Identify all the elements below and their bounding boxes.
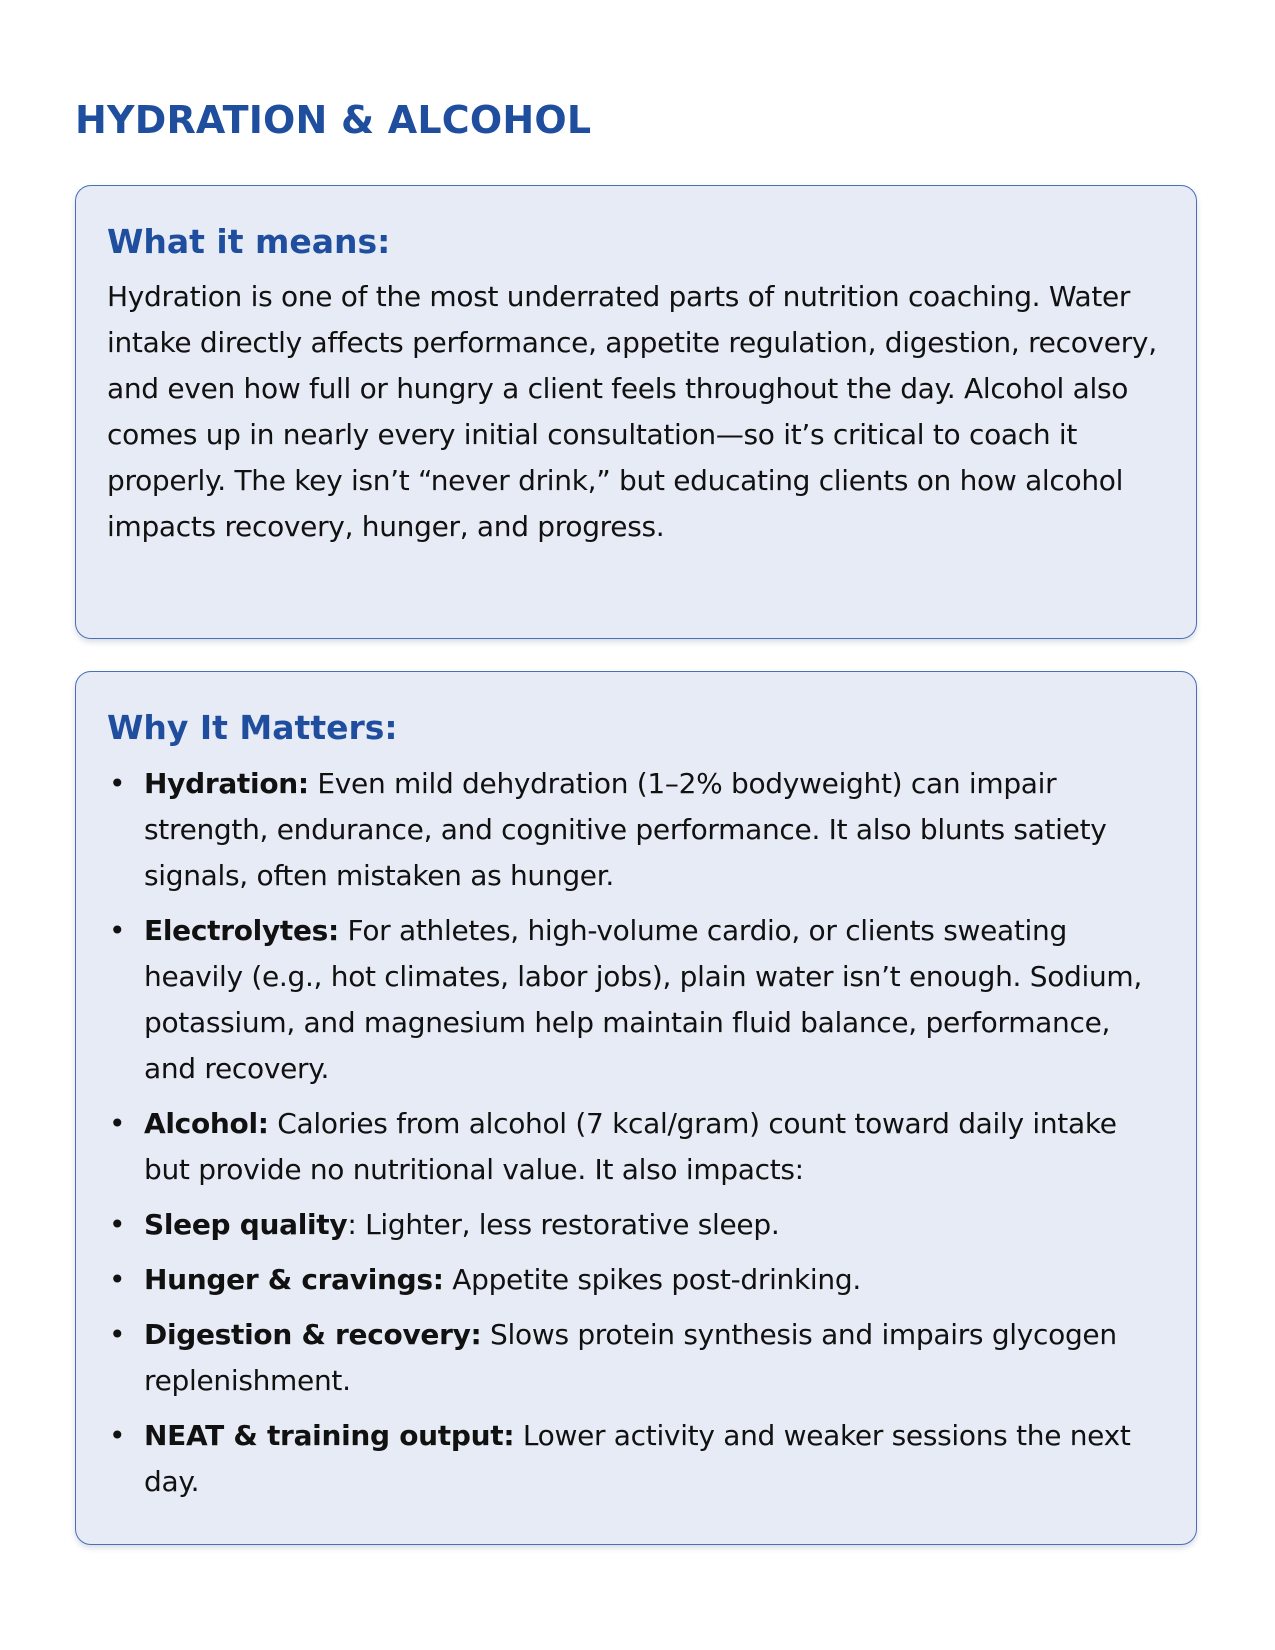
list-item-text: : Lighter, less restorative sleep. <box>347 1208 780 1241</box>
what-it-means-body: Hydration is one of the most underrated parts of nutrition coaching. Water intake directly affects performance, appetite regulation, digestion, recovery, and even how full or hungry a client feels throughout the day. Alcohol also comes up in nearly every initial consultation—so it’s critical to coach it properly. The key isn’t “never drink,” but educating clients on how alcohol impacts recovery, hunger, and progress. <box>107 280 1157 543</box>
bullet-icon: • <box>109 1419 126 1452</box>
bullet-icon: • <box>109 1208 126 1241</box>
list-item-label: NEAT & training output: <box>144 1419 515 1452</box>
list-item-label: Digestion & recovery: <box>144 1318 482 1351</box>
list-item-alcohol <box>107 1101 1166 1193</box>
list-item-text: Lower activity and weaker sessions the next day. <box>144 1419 1131 1498</box>
bullet-icon: • <box>109 1318 126 1351</box>
why-it-matters-heading: Why It Matters: <box>107 708 398 747</box>
list-item-text: Even mild dehydration (1–2% bodyweight) can impair strength, endurance, and cognitive performance. It also blunts satiety signals, often mistaken as hunger. <box>144 767 1107 892</box>
list-item-electrolytes <box>107 908 1166 1092</box>
why-it-matters-card <box>75 671 1197 1545</box>
list-item-text: For athletes, high-volume cardio, or clients sweating heavily (e.g., hot climates, labor jobs), plain water isn’t enough. Sodium, potassium, and magnesium help maintain fluid balance, performance, and recovery. <box>144 914 1142 1085</box>
list-item-text: Calories from alcohol (7 kcal/gram) count toward daily intake but provide no nutritional value. It also impacts: <box>144 1107 1117 1186</box>
bullet-icon: • <box>109 1107 126 1140</box>
list-item-label: Sleep quality <box>144 1208 348 1241</box>
list-item-text: Appetite spikes post-drinking. <box>443 1263 861 1296</box>
list-item-neat-training <box>107 1413 1166 1505</box>
list-item-text: Slows protein synthesis and impairs glycogen replenishment. <box>144 1318 1117 1397</box>
list-item-sleep-quality <box>107 1202 1166 1248</box>
what-it-means-heading: What it means: <box>107 222 391 261</box>
list-item-label: Alcohol: <box>144 1107 269 1140</box>
list-item-label: Hunger & cravings: <box>144 1263 444 1296</box>
list-item-hydration <box>107 761 1166 899</box>
list-item-label: Hydration: <box>144 767 309 800</box>
list-item-label: Electrolytes: <box>144 914 339 947</box>
list-item-digestion-recovery <box>107 1312 1166 1404</box>
bullet-icon: • <box>109 914 126 947</box>
bullet-icon: • <box>109 1263 126 1296</box>
why-it-matters-list <box>107 761 1166 1505</box>
page-title: HYDRATION & ALCOHOL <box>75 98 592 142</box>
list-item-hunger-cravings <box>107 1257 1166 1303</box>
what-it-means-card <box>75 185 1197 639</box>
bullet-icon: • <box>109 767 126 800</box>
